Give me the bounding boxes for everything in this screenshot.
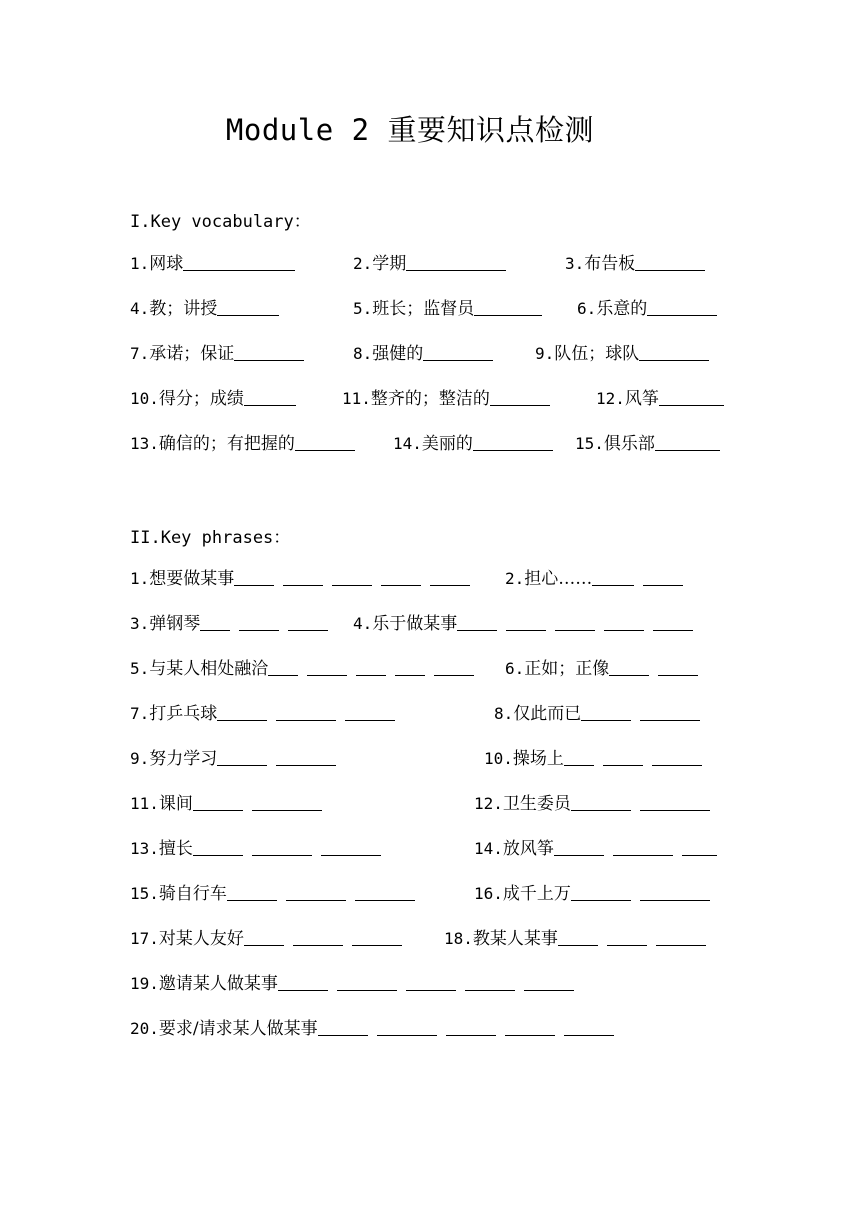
vocab-item-label: 确信的；有把握的 bbox=[158, 434, 295, 454]
vocab-item-13 bbox=[130, 432, 355, 456]
answer-blank[interactable] bbox=[355, 884, 415, 901]
answer-blank[interactable] bbox=[239, 614, 279, 631]
answer-blank[interactable] bbox=[252, 794, 322, 811]
answer-blank[interactable] bbox=[307, 659, 347, 676]
answer-blank[interactable] bbox=[613, 839, 673, 856]
vocab-item-14 bbox=[393, 432, 553, 456]
section-heading-vocabulary: I.Key vocabulary： bbox=[130, 212, 311, 232]
answer-blank[interactable] bbox=[446, 1019, 496, 1036]
answer-blank[interactable] bbox=[430, 569, 470, 586]
page-title: Module 2 重要知识点检测 bbox=[225, 113, 595, 147]
phrase-item-17 bbox=[130, 927, 402, 951]
phrase-item-label: 乐于做某事 bbox=[372, 614, 458, 634]
answer-blank[interactable] bbox=[234, 569, 274, 586]
phrase-item-19 bbox=[130, 972, 574, 996]
answer-blank[interactable] bbox=[217, 299, 279, 316]
vocab-item-number: 13. bbox=[130, 434, 159, 453]
vocab-item-label: 队伍；球队 bbox=[554, 344, 640, 364]
vocab-item-number: 6. bbox=[577, 299, 597, 318]
answer-blank[interactable] bbox=[639, 344, 709, 361]
phrase-item-13 bbox=[130, 837, 381, 861]
vocab-item-11 bbox=[342, 387, 550, 411]
phrase-item-number: 11. bbox=[130, 794, 159, 813]
answer-blank[interactable] bbox=[571, 884, 631, 901]
answer-blank[interactable] bbox=[643, 569, 683, 586]
answer-blank[interactable] bbox=[278, 974, 328, 991]
answer-blank[interactable] bbox=[554, 839, 604, 856]
answer-blank[interactable] bbox=[252, 839, 312, 856]
answer-blank[interactable] bbox=[457, 614, 497, 631]
answer-blank[interactable] bbox=[286, 884, 346, 901]
answer-blank[interactable] bbox=[604, 614, 644, 631]
phrase-item-number: 13. bbox=[130, 839, 159, 858]
answer-blank[interactable] bbox=[183, 254, 295, 271]
answer-blank[interactable] bbox=[640, 794, 710, 811]
vocab-item-6 bbox=[577, 297, 717, 321]
phrase-item-label: 成千上万 bbox=[502, 884, 571, 904]
answer-blank[interactable] bbox=[293, 929, 343, 946]
phrase-item-number: 1. bbox=[130, 569, 150, 588]
phrase-item-2 bbox=[505, 567, 683, 591]
answer-blank[interactable] bbox=[406, 254, 506, 271]
vocab-item-number: 8. bbox=[353, 344, 373, 363]
vocab-item-2 bbox=[353, 252, 506, 276]
phrase-item-label: 担心…… bbox=[524, 569, 593, 589]
answer-blank[interactable] bbox=[276, 704, 336, 721]
phrase-item-number: 17. bbox=[130, 929, 159, 948]
phrase-item-number: 7. bbox=[130, 704, 150, 723]
answer-blank[interactable] bbox=[473, 434, 553, 451]
answer-blank[interactable] bbox=[640, 704, 700, 721]
phrase-item-6 bbox=[505, 657, 698, 681]
answer-blank[interactable] bbox=[423, 344, 493, 361]
phrase-item-14 bbox=[474, 837, 717, 861]
vocab-item-4 bbox=[130, 297, 279, 321]
phrase-item-label: 骑自行车 bbox=[158, 884, 227, 904]
phrase-item-number: 12. bbox=[474, 794, 503, 813]
answer-blank[interactable] bbox=[564, 749, 594, 766]
answer-blank[interactable] bbox=[345, 704, 395, 721]
answer-blank[interactable] bbox=[564, 1019, 614, 1036]
vocab-item-label: 强健的 bbox=[372, 344, 424, 364]
vocab-item-label: 整齐的；整洁的 bbox=[370, 389, 490, 409]
vocab-item-number: 7. bbox=[130, 344, 150, 363]
vocab-item-3 bbox=[565, 252, 705, 276]
vocab-item-number: 11. bbox=[342, 389, 371, 408]
vocab-item-5 bbox=[353, 297, 542, 321]
answer-blank[interactable] bbox=[395, 659, 425, 676]
vocab-item-label: 班长；监督员 bbox=[372, 299, 475, 319]
phrase-item-12 bbox=[474, 792, 710, 816]
answer-blank[interactable] bbox=[406, 974, 456, 991]
answer-blank[interactable] bbox=[655, 434, 720, 451]
phrase-item-3 bbox=[130, 612, 328, 636]
answer-blank[interactable] bbox=[505, 1019, 555, 1036]
answer-blank[interactable] bbox=[288, 614, 328, 631]
answer-blank[interactable] bbox=[682, 839, 717, 856]
phrase-item-label: 教某人某事 bbox=[472, 929, 558, 949]
answer-blank[interactable] bbox=[283, 569, 323, 586]
answer-blank[interactable] bbox=[434, 659, 474, 676]
phrase-item-number: 19. bbox=[130, 974, 159, 993]
phrase-item-label: 邀请某人做某事 bbox=[158, 974, 278, 994]
phrase-item-4 bbox=[353, 612, 693, 636]
phrase-item-number: 2. bbox=[505, 569, 525, 588]
answer-blank[interactable] bbox=[244, 929, 284, 946]
answer-blank[interactable] bbox=[332, 569, 372, 586]
phrase-item-number: 18. bbox=[444, 929, 473, 948]
answer-blank[interactable] bbox=[295, 434, 355, 451]
phrase-item-16 bbox=[474, 882, 710, 906]
phrase-item-number: 20. bbox=[130, 1019, 159, 1038]
answer-blank[interactable] bbox=[474, 299, 542, 316]
answer-blank[interactable] bbox=[607, 929, 647, 946]
vocab-item-number: 5. bbox=[353, 299, 373, 318]
answer-blank[interactable] bbox=[321, 839, 381, 856]
vocab-item-number: 12. bbox=[596, 389, 625, 408]
phrase-item-10 bbox=[484, 747, 702, 771]
section-heading-phrases: II.Key phrases： bbox=[130, 528, 291, 548]
answer-blank[interactable] bbox=[490, 389, 550, 406]
answer-blank[interactable] bbox=[647, 299, 717, 316]
phrase-item-number: 9. bbox=[130, 749, 150, 768]
answer-blank[interactable] bbox=[337, 974, 397, 991]
answer-blank[interactable] bbox=[227, 884, 277, 901]
answer-blank[interactable] bbox=[555, 614, 595, 631]
vocab-item-label: 俱乐部 bbox=[603, 434, 655, 454]
phrase-item-label: 想要做某事 bbox=[149, 569, 235, 589]
answer-blank[interactable] bbox=[193, 794, 243, 811]
answer-blank[interactable] bbox=[571, 794, 631, 811]
answer-blank[interactable] bbox=[609, 659, 649, 676]
vocab-item-number: 2. bbox=[353, 254, 373, 273]
answer-blank[interactable] bbox=[234, 344, 304, 361]
vocab-item-8 bbox=[353, 342, 493, 366]
phrase-item-number: 4. bbox=[353, 614, 373, 633]
vocab-item-number: 1. bbox=[130, 254, 150, 273]
answer-blank[interactable] bbox=[635, 254, 705, 271]
answer-blank[interactable] bbox=[217, 704, 267, 721]
phrase-item-label: 操场上 bbox=[512, 749, 564, 769]
answer-blank[interactable] bbox=[276, 749, 336, 766]
answer-blank[interactable] bbox=[217, 749, 267, 766]
phrase-item-label: 擅长 bbox=[158, 839, 193, 859]
answer-blank[interactable] bbox=[592, 569, 634, 586]
phrase-item-1 bbox=[130, 567, 470, 591]
phrase-item-15 bbox=[130, 882, 415, 906]
phrase-item-5 bbox=[130, 657, 474, 681]
phrase-item-number: 5. bbox=[130, 659, 150, 678]
answer-blank[interactable] bbox=[653, 614, 693, 631]
answer-blank[interactable] bbox=[268, 659, 298, 676]
answer-blank[interactable] bbox=[200, 614, 230, 631]
phrase-item-label: 打乒乓球 bbox=[149, 704, 218, 724]
phrase-item-number: 15. bbox=[130, 884, 159, 903]
vocab-item-label: 乐意的 bbox=[596, 299, 648, 319]
vocab-item-label: 承诺；保证 bbox=[149, 344, 235, 364]
answer-blank[interactable] bbox=[352, 929, 402, 946]
vocab-item-label: 网球 bbox=[149, 254, 184, 274]
phrase-item-label: 卫生委员 bbox=[502, 794, 571, 814]
phrase-item-label: 仅此而已 bbox=[513, 704, 582, 724]
vocab-item-1 bbox=[130, 252, 295, 276]
phrase-item-label: 课间 bbox=[158, 794, 193, 814]
phrase-item-label: 正如；正像 bbox=[524, 659, 610, 679]
phrase-item-number: 8. bbox=[494, 704, 514, 723]
phrase-item-8 bbox=[494, 702, 700, 726]
answer-blank[interactable] bbox=[193, 839, 243, 856]
answer-blank[interactable] bbox=[581, 704, 631, 721]
vocab-item-15 bbox=[575, 432, 720, 456]
vocab-item-label: 美丽的 bbox=[421, 434, 473, 454]
phrase-item-18 bbox=[444, 927, 706, 951]
vocab-item-number: 15. bbox=[575, 434, 604, 453]
phrase-item-label: 弹钢琴 bbox=[149, 614, 201, 634]
answer-blank[interactable] bbox=[356, 659, 386, 676]
vocab-item-number: 14. bbox=[393, 434, 422, 453]
vocab-item-label: 得分；成绩 bbox=[158, 389, 244, 409]
phrase-item-number: 14. bbox=[474, 839, 503, 858]
phrase-item-9 bbox=[130, 747, 336, 771]
phrase-item-label: 放风筝 bbox=[502, 839, 554, 859]
vocab-item-12 bbox=[596, 387, 724, 411]
answer-blank[interactable] bbox=[506, 614, 546, 631]
vocab-item-number: 10. bbox=[130, 389, 159, 408]
phrase-item-label: 努力学习 bbox=[149, 749, 218, 769]
answer-blank[interactable] bbox=[603, 749, 643, 766]
answer-blank[interactable] bbox=[381, 569, 421, 586]
answer-blank[interactable] bbox=[465, 974, 515, 991]
vocab-item-label: 学期 bbox=[372, 254, 407, 274]
answer-blank[interactable] bbox=[244, 389, 296, 406]
phrase-item-7 bbox=[130, 702, 395, 726]
answer-blank[interactable] bbox=[658, 659, 698, 676]
vocab-item-label: 教；讲授 bbox=[149, 299, 218, 319]
vocab-item-7 bbox=[130, 342, 304, 366]
phrase-item-number: 3. bbox=[130, 614, 150, 633]
vocab-item-number: 4. bbox=[130, 299, 150, 318]
phrase-item-label: 对某人友好 bbox=[158, 929, 244, 949]
answer-blank[interactable] bbox=[377, 1019, 437, 1036]
phrase-item-label: 与某人相处融洽 bbox=[149, 659, 269, 679]
vocab-item-number: 9. bbox=[535, 344, 555, 363]
phrase-item-number: 16. bbox=[474, 884, 503, 903]
vocab-item-label: 布告板 bbox=[584, 254, 636, 274]
answer-blank[interactable] bbox=[524, 974, 574, 991]
vocab-item-number: 3. bbox=[565, 254, 585, 273]
vocab-item-10 bbox=[130, 387, 296, 411]
phrase-item-11 bbox=[130, 792, 322, 816]
answer-blank[interactable] bbox=[640, 884, 710, 901]
vocab-item-9 bbox=[535, 342, 709, 366]
answer-blank[interactable] bbox=[318, 1019, 368, 1036]
phrase-item-label: 要求/请求某人做某事 bbox=[158, 1019, 318, 1039]
vocab-item-label: 风筝 bbox=[624, 389, 659, 409]
answer-blank[interactable] bbox=[659, 389, 724, 406]
answer-blank[interactable] bbox=[656, 929, 706, 946]
answer-blank[interactable] bbox=[558, 929, 598, 946]
phrase-item-20 bbox=[130, 1017, 614, 1041]
phrase-item-number: 10. bbox=[484, 749, 513, 768]
answer-blank[interactable] bbox=[652, 749, 702, 766]
phrase-item-number: 6. bbox=[505, 659, 525, 678]
